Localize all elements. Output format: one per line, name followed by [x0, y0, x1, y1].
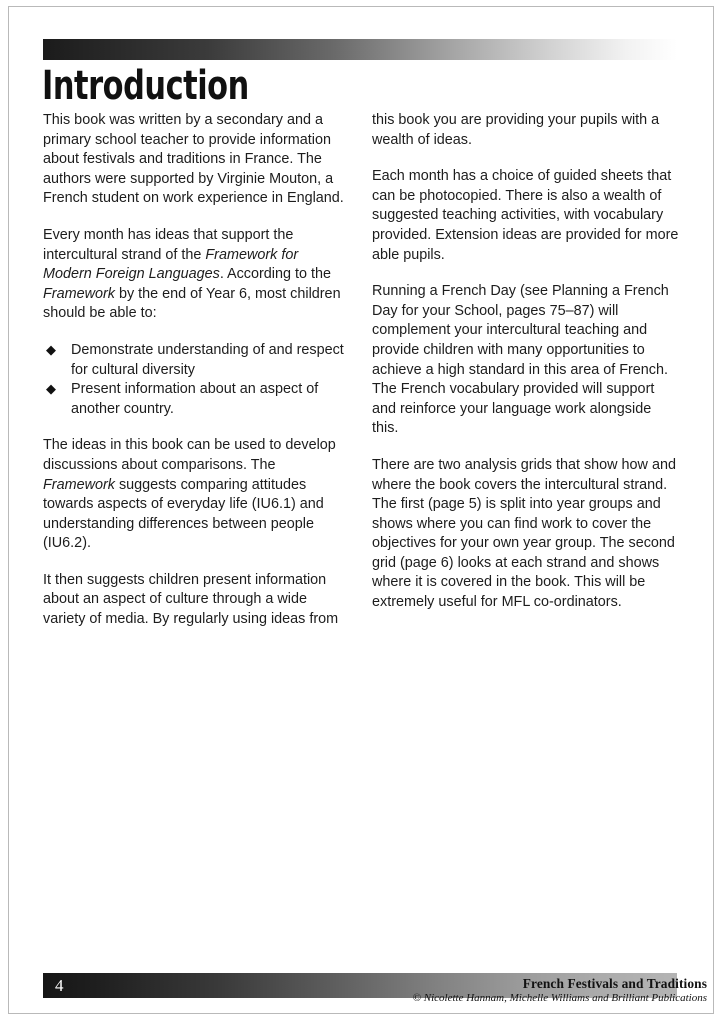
paragraph: The ideas in this book can be used to develop discussions about comparisons. The Framework suggests comparing attitudes towards aspects of everyday life (IU6.1) and understanding differences between people (IU6.2). — [43, 437, 336, 552]
header-gradient-rule — [43, 39, 677, 60]
emphasis-text: Framework — [43, 285, 115, 302]
list-item-label: Demonstrate understanding of and respect for cultural diversity — [71, 341, 344, 378]
paragraph: Every month has ideas that support the intercultural strand of the Framework for Modern Foreign Languages. According to the Framework by the end of Year 6, most children should be able to: — [43, 226, 341, 322]
column-left — [43, 111, 350, 630]
page-number: 4 — [55, 976, 64, 995]
list-item-label: Present information about an aspect of another country. — [71, 381, 319, 417]
emphasis-text: Framework for Modern Foreign Languages — [43, 246, 299, 283]
paragraph: It then suggests children present information about an aspect of culture through a wide variety of media. By regularly using ideas from — [43, 571, 339, 628]
paragraph: There are two analysis grids that show how and where the book covers the intercultural strand. The first (page 5) is split into year groups and shows where you can find work to cover the objectives for your own year group. The second grid (page 6) looks at each strand and shows where it is covered in the book. This will be extremely useful for MFL co-ordinators. — [372, 456, 676, 611]
footer-copyright: © Nicolette Hannam, Michelle Williams and Brilliant Publications — [412, 992, 707, 1004]
paragraph: This book was written by a secondary and a primary school teacher to provide information about festivals and traditions in France. The authors were supported by Virginie Mouton, a French student on work experience in England. — [43, 112, 344, 207]
footer-credit-block — [287, 976, 707, 1005]
diamond-bullet-icon: ◆ — [46, 381, 56, 397]
footer-book-title: French Festivals and Traditions — [522, 976, 707, 991]
body-columns — [43, 111, 679, 630]
objectives-list — [43, 341, 350, 419]
document-page — [8, 6, 714, 1014]
list-item — [43, 341, 350, 380]
paragraph: Running a French Day (see Planning a French Day for your School, pages 75–87) will complement your intercultural teaching and provide children with many opportunities to achieve a high standard in this area of French. The French vocabulary provided will support and reinforce your language work alongside this. — [372, 283, 669, 437]
emphasis-text: Framework — [43, 476, 115, 493]
paragraph: Each month has a choice of guided sheets that can be photocopied. There is also a wealth of suggested teaching activities, with vocabulary provided. Extension ideas are provided for more able pupils. — [372, 168, 679, 263]
paragraph: this book you are providing your pupils with a wealth of ideas. — [372, 112, 660, 148]
diamond-bullet-icon: ◆ — [46, 341, 56, 357]
list-item — [43, 380, 350, 419]
page-title: Introduction — [42, 63, 249, 109]
column-right — [372, 111, 679, 630]
